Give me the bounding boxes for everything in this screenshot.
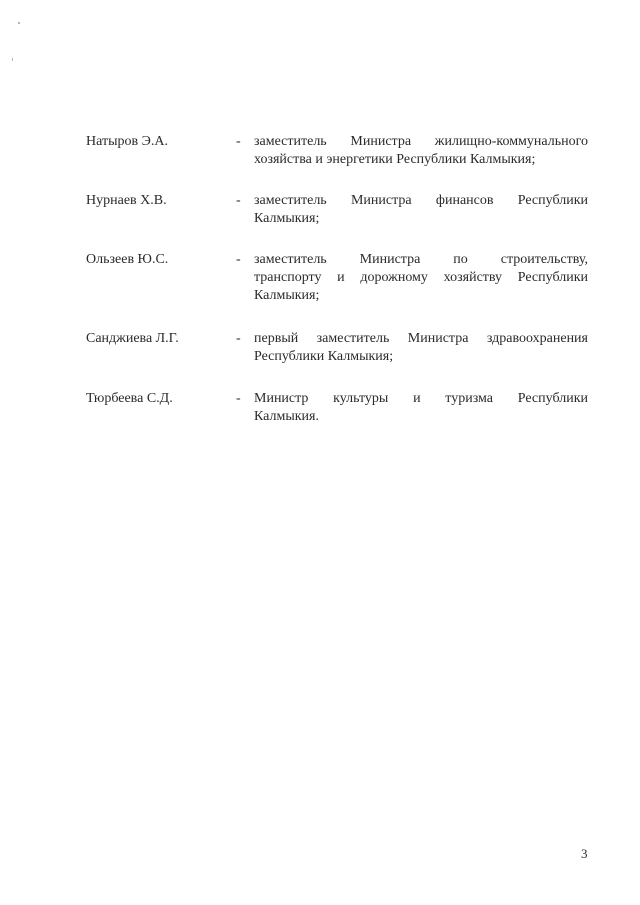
position-line: Калмыкия; bbox=[254, 211, 320, 226]
member-name: Натыров Э.А. bbox=[86, 134, 168, 149]
position-line: Министр культуры и туризма Республики bbox=[254, 391, 588, 406]
position-line: Республики Калмыкия; bbox=[254, 349, 394, 364]
dash-separator: - bbox=[236, 252, 241, 267]
scan-artifact bbox=[12, 58, 13, 61]
position-line: транспорту и дорожному хозяйству Республики bbox=[254, 270, 588, 285]
dash-separator: - bbox=[236, 331, 241, 346]
position-line: заместитель Министра финансов Республики bbox=[254, 193, 588, 208]
member-position bbox=[254, 133, 588, 169]
page-number: 3 bbox=[581, 846, 588, 861]
position-line: хозяйства и энергетики Республики Калмыкия; bbox=[254, 152, 536, 167]
scan-artifact bbox=[18, 22, 20, 24]
dash-separator: - bbox=[236, 391, 241, 406]
member-name: Нурнаев Х.В. bbox=[86, 193, 167, 208]
member-position bbox=[254, 330, 588, 366]
position-line: Калмыкия. bbox=[254, 409, 319, 424]
member-name: Санджиева Л.Г. bbox=[86, 331, 179, 346]
dash-separator: - bbox=[236, 134, 241, 149]
position-line: Калмыкия; bbox=[254, 288, 320, 303]
member-name: Ользеев Ю.С. bbox=[86, 252, 169, 267]
position-line: заместитель Министра по строительству, bbox=[254, 252, 588, 267]
member-position bbox=[254, 251, 588, 305]
member-position bbox=[254, 390, 588, 426]
position-line: заместитель Министра жилищно-коммунального bbox=[254, 134, 588, 149]
member-name: Тюрбеева С.Д. bbox=[86, 391, 173, 406]
member-position bbox=[254, 192, 588, 228]
dash-separator: - bbox=[236, 193, 241, 208]
position-line: первый заместитель Министра здравоохранения bbox=[254, 331, 588, 346]
